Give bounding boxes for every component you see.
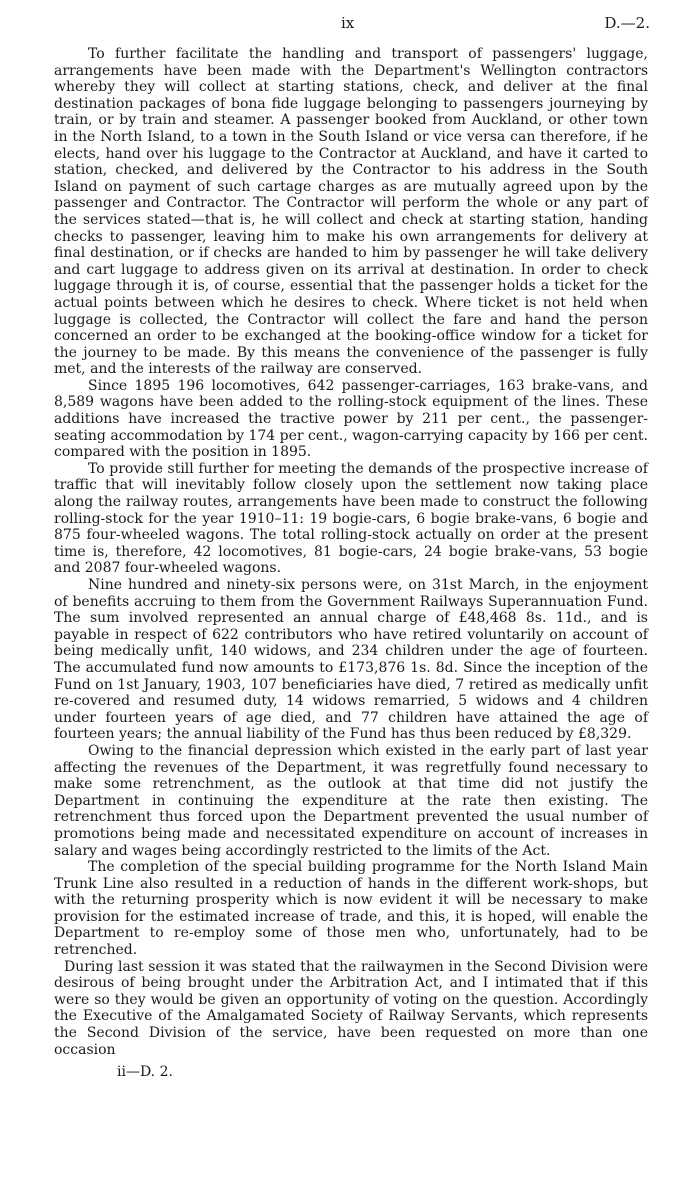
paragraph-main-trunk-workshops: The completion of the special building programme for the North Island Main Trunk Line also resulted in a reduction of hands in the different work-shops, but with the returning prosperity which is now evident it will be necessary to make provision for the estimated increase of trade, and this, it is hoped, will enable the Department to re-employ some of those men who, unfortunately, had to be retrenched. bbox=[54, 859, 648, 959]
running-head bbox=[0, 14, 700, 36]
body-text bbox=[54, 46, 648, 1058]
paragraph-rolling-stock-orders: To provide still further for meeting the demands of the prospective increase of traffic that will inevitably follow closely upon the settlement now taking place along the railway routes, arrangements have been made to construct the following rolling-stock for the year 1910–11: 19 bogie-cars, 6 bogie brake-vans, 6 bogie and 875 four-wheeled wagons. The total rolling-stock actually on order at the present time is, therefore, 42 locomotives, 81 bogie-cars, 24 bogie brake-vans, 53 bogie and 2087 four-wheeled wagons. bbox=[54, 460, 648, 577]
paragraph-rolling-stock-since-1895: Since 1895 196 locomotives, 642 passenger-carriages, 163 brake-vans, and 8,589 wagons have been added to the rolling-stock equipment of the lines. These additions have increased the tractive power by 211 per cent., the passenger-seating accommodation by 174 per cent., wagon-carrying capacity by 166 per cent. compared with the position in 1895. bbox=[54, 377, 648, 461]
paragraph-arbitration-act: During last session it was stated that the railwaymen in the Second Division were desirous of being brought under the Arbitration Act, and I intimated that if this were so they would be given an opportunity of voting on the question. Accordingly the Executive of the Amalgamated Society of Railway Servants, which represents the Second Division of the service, have been requested on more than one occasion bbox=[54, 958, 648, 1058]
paper-reference: D.—2. bbox=[604, 14, 650, 32]
paragraph-superannuation-fund: Nine hundred and ninety-six persons were, on 31st March, in the enjoyment of benefits accruing to them from the Government Railways Superannuation Fund. The sum involved represented an annual charge of £48,468 8s. 11d., and is payable in respect of 622 contributors who have retired voluntarily on account of being medically unfit, 140 widows, and 234 children under the age of fourteen. The accumulated fund now amounts to £173,876 1s. 8d. Since the inception of the Fund on 1st January, 1903, 107 beneficiaries have died, 7 retired as medically unfit re-covered and resumed duty, 14 widows remarried, 5 widows and 4 children under fourteen years of age died, and 77 children have attained the age of fourteen years; the annual liability of the Fund has thus been reduced by £8,329. bbox=[54, 577, 648, 743]
paragraph-retrenchment: Owing to the financial depression which existed in the early part of last year affecting the revenues of the Department, it was regretfully found necessary to make some retrenchment, as the outlook at that time did not justify the Department in continuing the expenditure at the rate then existing. The retrenchment thus forced upon the Department prevented the usual number of promotions being made and necessitated expenditure on account of increases in salary and wages being accordingly restricted to the limits of the Act. bbox=[54, 742, 648, 859]
page-number: ix bbox=[341, 14, 355, 32]
paragraph-luggage-transport: To further facilitate the handling and transport of passengers' luggage, arrangements have been made with the Department's Wellington contractors whereby they will collect at starting stations, check, and deliver at the final destination packages of bona fide luggage belonging to passengers journeying by train, or by train and steamer. A passenger booked from Auckland, or other town in the North Island, to a town in the South Island or vice versa can therefore, if he elects, hand over his luggage to the Contractor at Auckland, and have it carted to station, checked, and delivered by the Contractor to his address in the South Island on payment of such cartage charges as are mutually agreed upon by the passenger and Contractor. The Contractor will perform the whole or any part of the services stated—that is, he will collect and check at starting station, handing checks to passenger, leaving him to make his own arrangements for delivery at final destination, or if checks are handed to him by passenger he will take delivery and cart luggage to address given on its arrival at destination. In order to check luggage through it is, of course, essential that the passenger holds a ticket for the actual points between which he desires to check. Where ticket is not held when luggage is collected, the Contractor will collect the fare and hand the person concerned an order to be exchanged at the booking-office window for a ticket for the journey to be made. By this means the convenience of the passenger is fully met, and the interests of the railway are conserved. bbox=[54, 46, 648, 378]
signature-mark: ii—D. 2. bbox=[117, 1064, 173, 1080]
